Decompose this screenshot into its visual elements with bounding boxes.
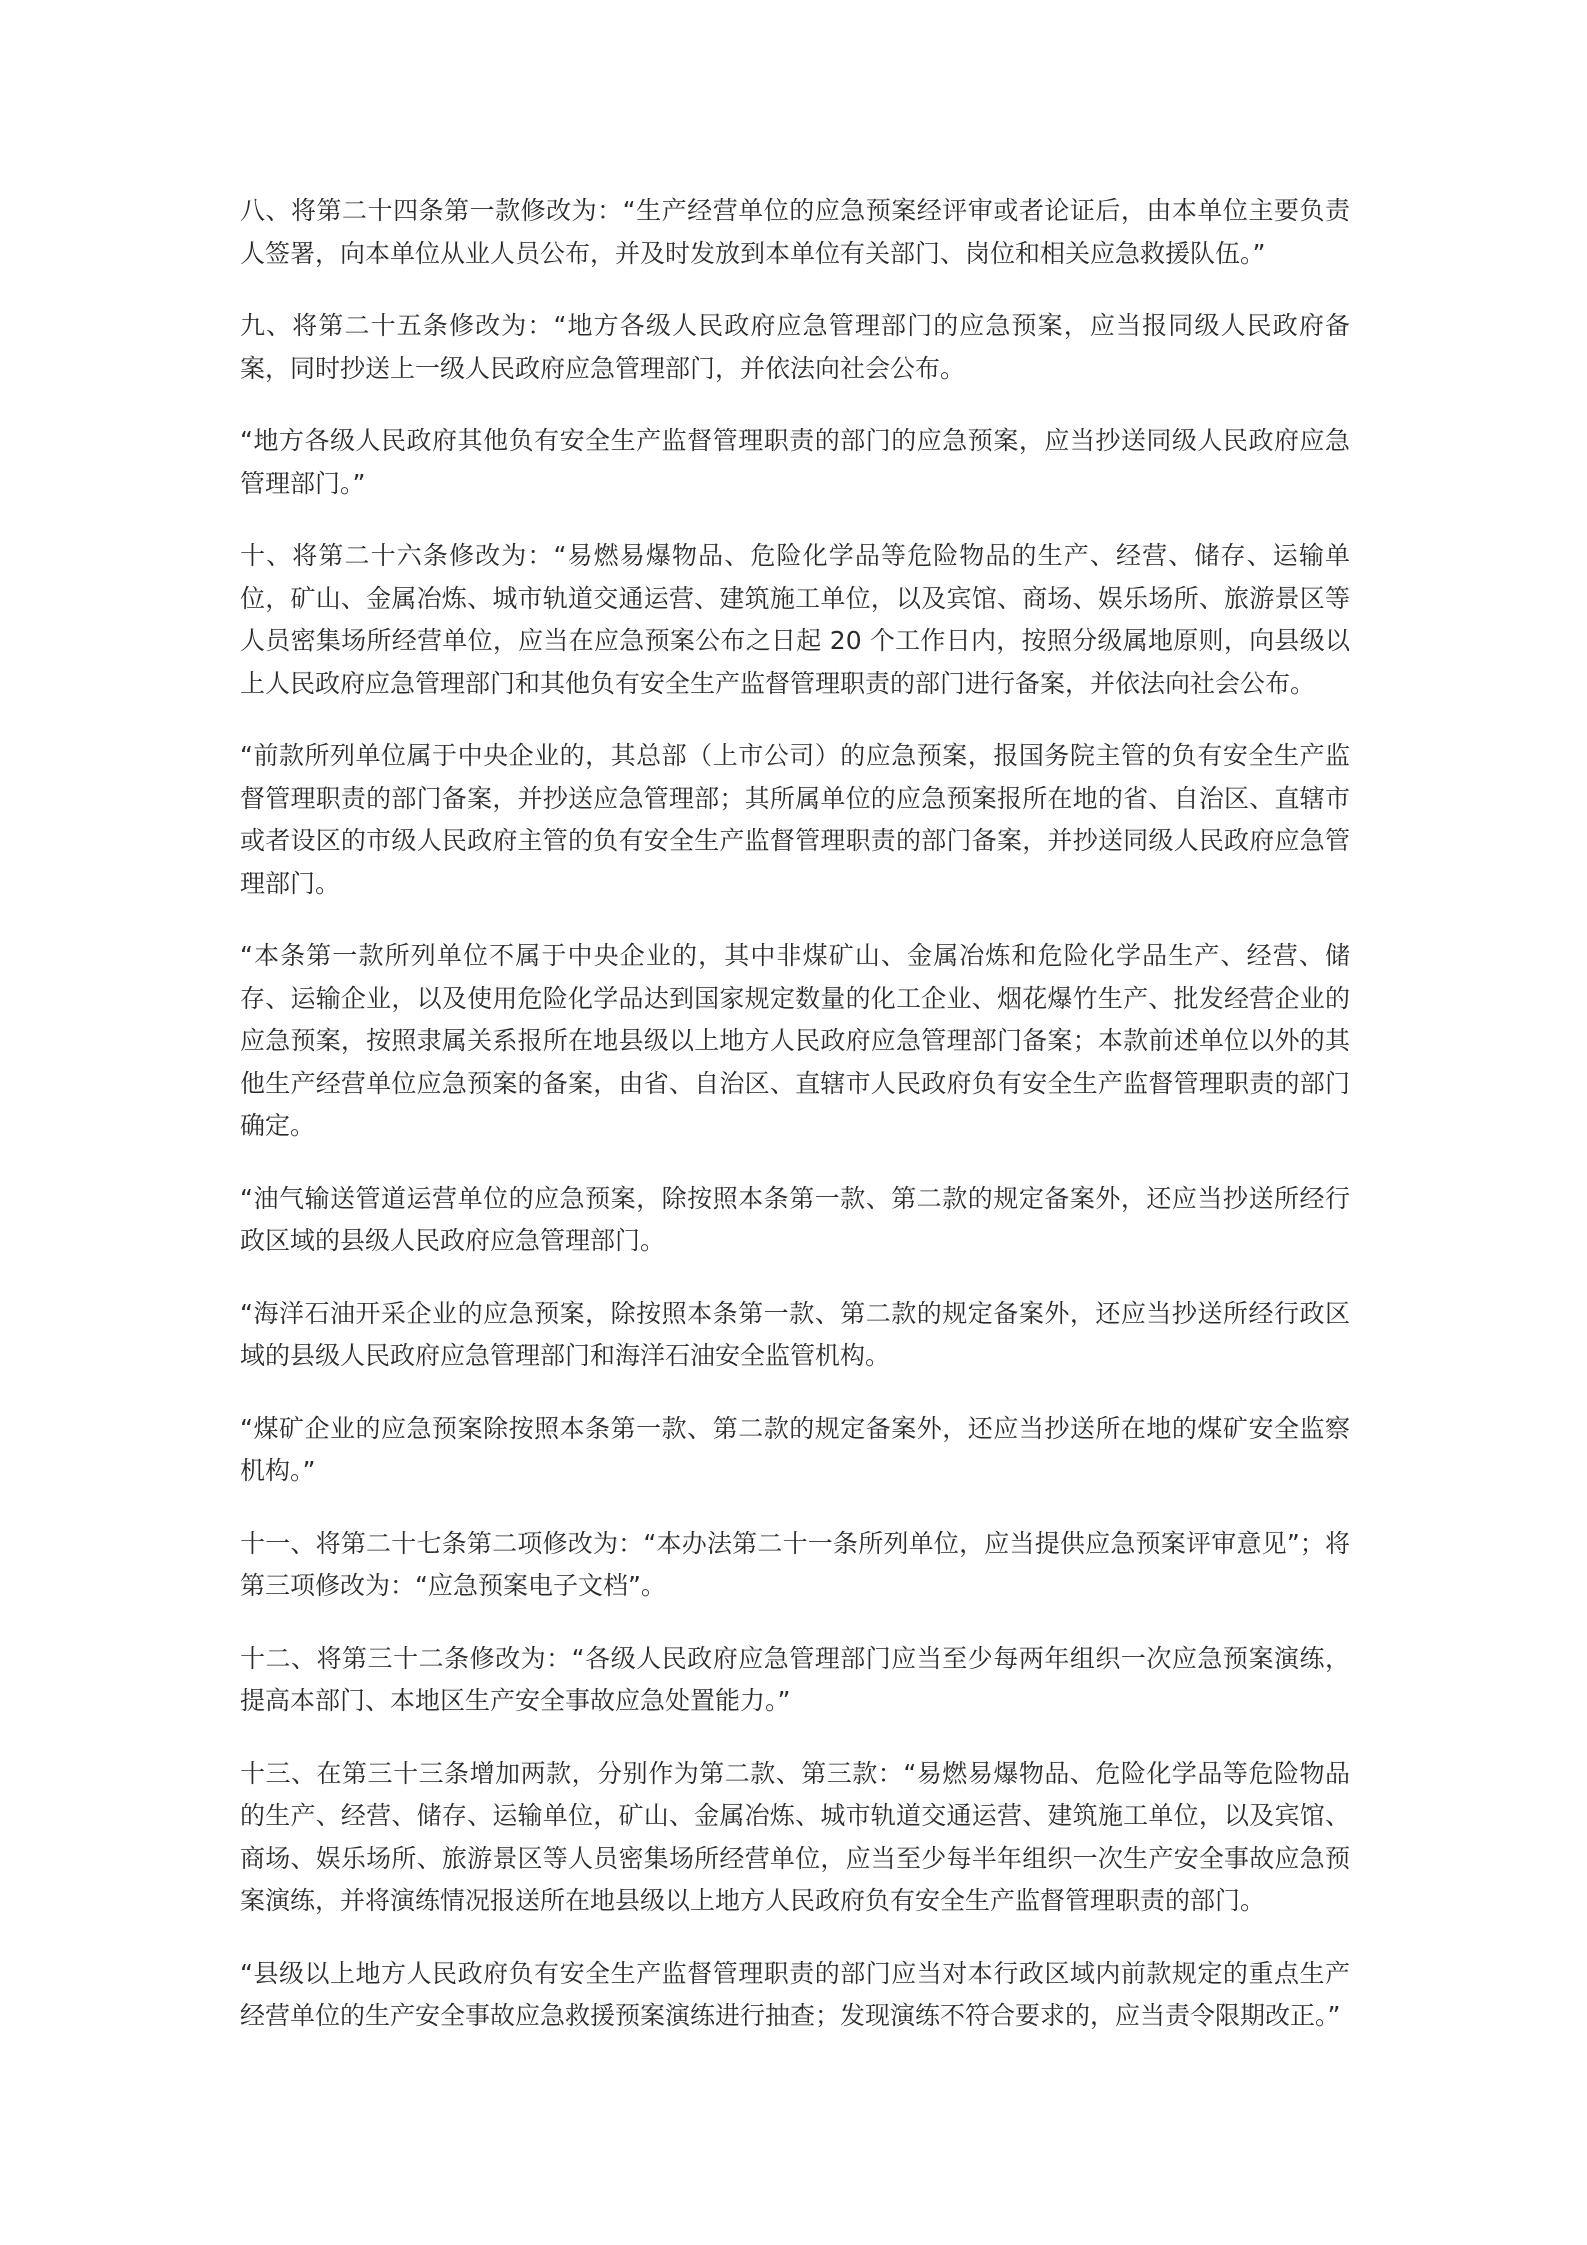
paragraph-13: 十三、在第三十三条增加两款，分别作为第二款、第三款：“易燃易爆物品、危险化学品等危险物品的生产、经营、储存、运输单位，矿山、金属冶炼、城市轨道交通运营、建筑施工单位，以及宾馆、商场、娱乐场所、旅游景区等人员密集场所经营单位，应当至少每半年组织一次生产安全事故应急预案演练，并将演练情况报送所在地县级以上地方人民政府负有安全生产监督管理职责的部门。 xyxy=(240,1758,1350,1915)
paragraph-10-cont-4: “海洋石油开采企业的应急预案，除按照本条第一款、第二款的规定备案外，还应当抄送所经行政区域的县级人民政府应急管理部门和海洋石油安全监管机构。 xyxy=(240,1298,1350,1370)
paragraph-12: 十二、将第三十二条修改为：“各级人民政府应急管理部门应当至少每两年组织一次应急预案演练，提高本部门、本地区生产安全事故应急处置能力。” xyxy=(240,1643,1350,1715)
paragraph-10-cont-3: “油气输送管道运营单位的应急预案，除按照本条第一款、第二款的规定备案外，还应当抄送所经行政区域的县级人民政府应急管理部门。 xyxy=(240,1183,1350,1255)
paragraph-10-cont-2: “本条第一款所列单位不属于中央企业的，其中非煤矿山、金属冶炼和危险化学品生产、经营、储存、运输企业，以及使用危险化学品达到国家规定数量的化工企业、烟花爆竹生产、批发经营企业的应急预案，按照隶属关系报所在地县级以上地方人民政府应急管理部门备案；本款前述单位以外的其他生产经营单位应急预案的备案，由省、自治区、直辖市人民政府负有安全生产监督管理职责的部门确定。 xyxy=(240,941,1350,1140)
paragraph-9-cont: “地方各级人民政府其他负有安全生产监督管理职责的部门的应急预案，应当抄送同级人民政府应急管理部门。” xyxy=(240,426,1350,498)
paragraph-9: 九、将第二十五条修改为：“地方各级人民政府应急管理部门的应急预案，应当报同级人民政府备案，同时抄送上一级人民政府应急管理部门，并依法向社会公布。 xyxy=(240,311,1350,383)
paragraph-8: 八、将第二十四条第一款修改为：“生产经营单位的应急预案经评审或者论证后，由本单位主要负责人签署，向本单位从业人员公布，并及时发放到本单位有关部门、岗位和相关应急救援队伍。” xyxy=(240,196,1350,268)
paragraph-10: 十、将第二十六条修改为：“易燃易爆物品、危险化学品等危险物品的生产、经营、储存、运输单位，矿山、金属冶炼、城市轨道交通运营、建筑施工单位，以及宾馆、商场、娱乐场所、旅游景区等人员密集场所经营单位，应当在应急预案公布之日起 20 个工作日内，按照分级属地原则，向县级以上人民政府应急管理部门和其他负有安全生产监督管理职责的部门进行备案，并依法向社会公布。 xyxy=(240,541,1350,698)
paragraph-11: 十一、将第二十七条第二项修改为：“本办法第二十一条所列单位，应当提供应急预案评审意见”；将第三项修改为：“应急预案电子文档”。 xyxy=(240,1528,1350,1600)
paragraph-13-cont: “县级以上地方人民政府负有安全生产监督管理职责的部门应当对本行政区域内前款规定的重点生产经营单位的生产安全事故应急救援预案演练进行抽查；发现演练不符合要求的，应当责令限期改正。” xyxy=(240,1958,1350,2030)
paragraph-10-cont-5: “煤矿企业的应急预案除按照本条第一款、第二款的规定备案外，还应当抄送所在地的煤矿安全监察机构。” xyxy=(240,1413,1350,1485)
document-body xyxy=(240,190,1350,2068)
paragraph-10-cont-1: “前款所列单位属于中央企业的，其总部（上市公司）的应急预案，报国务院主管的负有安全生产监督管理职责的部门备案，并抄送应急管理部；其所属单位的应急预案报所在地的省、自治区、直辖市或者设区的市级人民政府主管的负有安全生产监督管理职责的部门备案，并抄送同级人民政府应急管理部门。 xyxy=(240,741,1350,898)
